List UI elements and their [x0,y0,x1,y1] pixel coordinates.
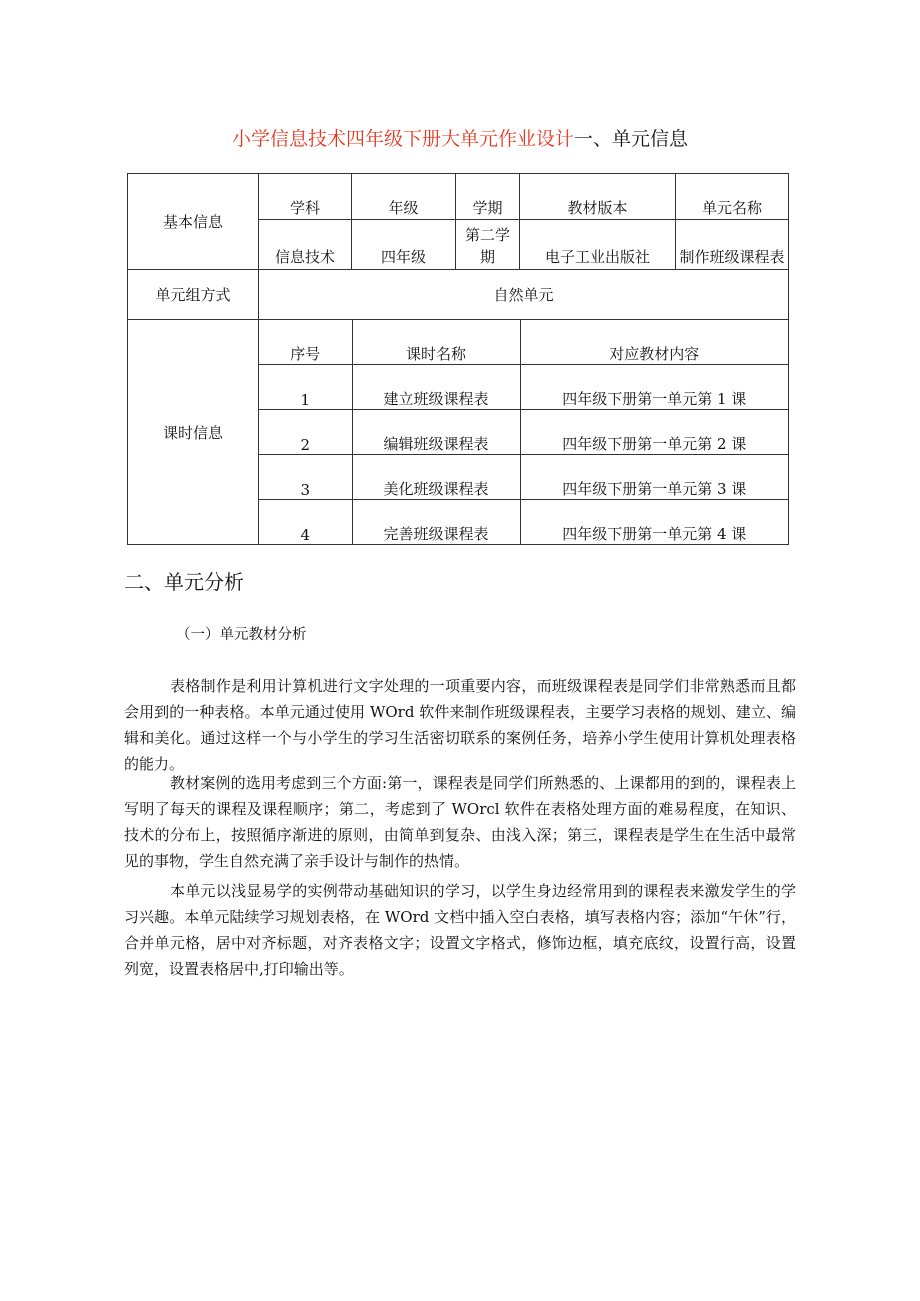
lesson-header-content: 对应教材内容 [520,320,788,364]
header-term: 学期 [456,174,520,220]
section-heading-unit-info: 一、单元信息 [574,128,689,150]
lesson-no: 4 [259,499,352,544]
lesson-header-no: 序号 [259,320,352,364]
value-textbook-edition: 电子工业出版社 [520,220,676,270]
lesson-table [259,320,788,544]
lesson-no: 1 [259,364,352,409]
table-row [259,454,788,499]
table-row [259,409,788,454]
paragraph-3: 本单元以浅显易学的实例带动基础知识的学习，以学生身边经常用到的课程表来激发学生的学习兴趣。本单元陆续学习规划表格，在 WOrd 文档中插入空白表格，填写表格内容；添加“午休”行，合并单元格，居中对齐标题，对齐表格文字；设置文字格式，修饰边框，填充底纹，设置行高，设置列宽，设置表格居中,打印输出等。 [124,882,796,978]
value-grade: 四年级 [352,220,456,270]
paragraph-2: 教材案例的选用考虑到三个方面:第一，课程表是同学们所熟悉的、上课都用的到的，课程表上写明了每天的课程及课程顺序；第二，考虑到了 WOrcl 软件在表格处理方面的难易程度，在知识、技术的分布上，按照循序渐进的原则，由简单到复杂、由浅入深；第三，课程表是学生在生活中最常见的事物，学生自然充满了亲手设计与制作的热情。 [124,774,796,870]
lesson-name: 建立班级课程表 [352,364,520,409]
value-term: 第二学期 [456,220,520,270]
lesson-content: 四年级下册第一单元第 2 课 [520,409,788,454]
unit-group-label: 单元组方式 [128,270,259,320]
value-unit-name: 制作班级课程表 [676,220,789,270]
lesson-content: 四年级下册第一单元第 4 课 [520,499,788,544]
section-heading-unit-analysis: 二、单元分析 [124,570,244,594]
table-row [259,364,788,409]
value-subject: 信息技术 [259,220,352,270]
lesson-name: 完善班级课程表 [352,499,520,544]
lesson-content: 四年级下册第一单元第 3 课 [520,454,788,499]
lesson-table-cell [259,320,789,545]
lesson-name: 美化班级课程表 [352,454,520,499]
page-title [0,124,920,151]
lesson-content: 四年级下册第一单元第 1 课 [520,364,788,409]
table-row [259,499,788,544]
header-textbook-edition: 教材版本 [520,174,676,220]
lesson-header-name: 课时名称 [352,320,520,364]
lesson-name: 编辑班级课程表 [352,409,520,454]
basic-info-label: 基本信息 [128,174,259,270]
header-grade: 年级 [352,174,456,220]
unit-group-value: 自然单元 [259,270,789,320]
lesson-no: 2 [259,409,352,454]
lesson-no: 3 [259,454,352,499]
lesson-info-label: 课时信息 [128,320,259,545]
header-subject: 学科 [259,174,352,220]
document-title: 小学信息技术四年级下册大单元作业设计 [231,128,574,150]
subsection-heading-material-analysis: （一）单元教材分析 [176,627,307,643]
paragraph-1: 表格制作是利用计算机进行文字处理的一项重要内容，而班级课程表是同学们非常熟悉而且都会用到的一种表格。本单元通过使用 WOrd 软件来制作班级课程表，主要学习表格的规划、建立、编辑和美化。通过这样一个与小学生的学习生活密切联系的案例任务，培养小学生使用计算机处理表格的能力。 [124,677,796,773]
header-unit-name: 单元名称 [676,174,789,220]
unit-info-table [127,173,789,545]
